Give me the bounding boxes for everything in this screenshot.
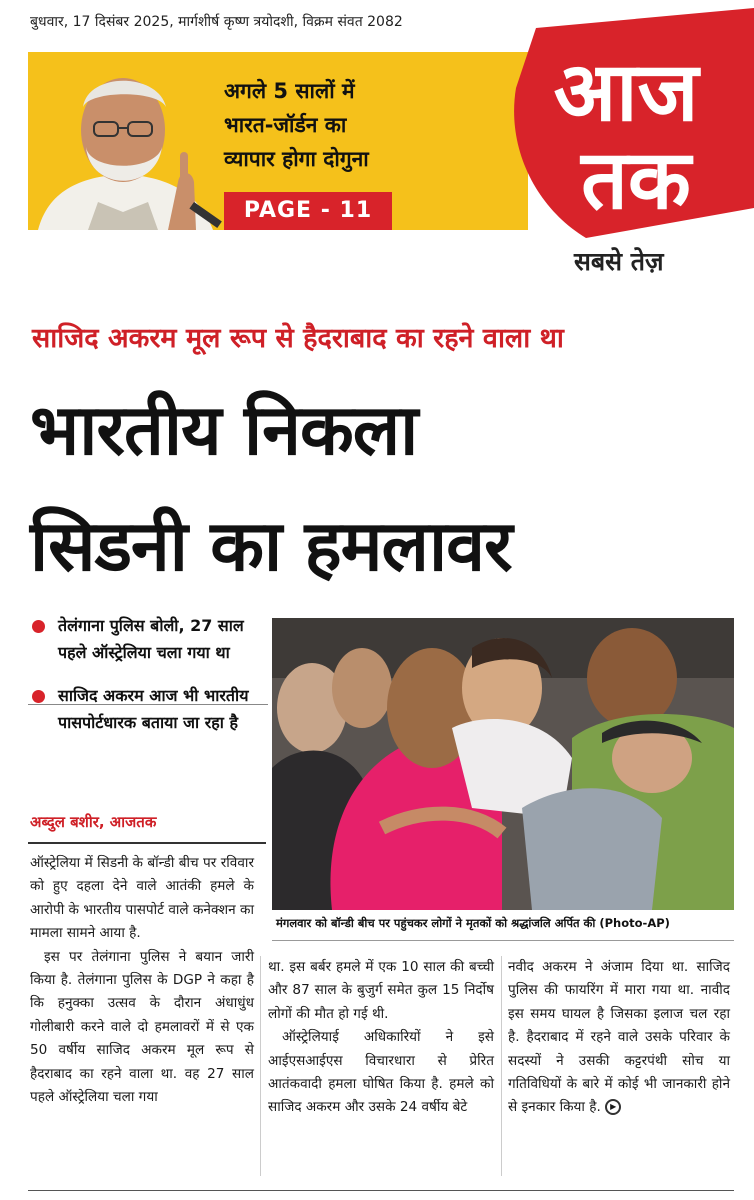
article-column-1 (30, 852, 254, 1109)
divider (28, 842, 266, 844)
paragraph: ऑस्ट्रेलियाई अधिकारियों ने इसे आईएसआईएस विचारधारा से प्रेरित आतंकवादी हमला घोषित किया है. हमले को साजिद अकरम और उसके 24 वर्षीय बेटे (268, 1029, 494, 1116)
banner-headline (224, 74, 474, 176)
highlight-text: साजिद अकरम आज भी भारतीय पासपोर्टधारक बताया जा रहा है (58, 686, 249, 732)
paragraph: इस पर तेलंगाना पुलिस ने बयान जारी किया है. तेलंगाना पुलिस के DGP ने कहा है कि हनुक्का उत्सव के दौरान अंधाधुंध गोलीबारी करने वाले दो हमलावरों में से एक 50 वर्षीय साजिद अकरम मूल रूप से हैदराबाद का रहने वाला था. वह 27 साल पहले ऑस्ट्रेलिया चला गया (30, 948, 254, 1106)
banner-line: भारत-जॉर्डन का (224, 113, 347, 137)
highlight-item (28, 682, 268, 736)
news-photo (272, 618, 734, 910)
logo-text-bottom: तक (581, 133, 691, 228)
photo-caption: मंगलवार को बॉन्डी बीच पर पहुंचकर लोगों ने मृतकों को श्रद्धांजलि अर्पित की (Photo-AP) (276, 916, 670, 930)
divider (28, 1190, 734, 1191)
logo-tagline: सबसे तेज़ (574, 247, 664, 276)
article-column-3 (508, 956, 730, 1120)
banner-line: अगले 5 सालों में (224, 79, 355, 103)
article-column-2 (268, 956, 494, 1120)
story-end-icon: ▶ (605, 1099, 621, 1115)
paragraph: ऑस्ट्रेलिया में सिडनी के बॉन्डी बीच पर रविवार को हुए दहला देने वाले आतंकी हमले के आरोपी के भारतीय पासपोर्ट वाले कनेक्शन का मामला सामने आया है. (30, 855, 254, 942)
headline-line: भारतीय निकला (30, 389, 418, 471)
column-divider (501, 956, 502, 1176)
highlights-list (28, 612, 268, 750)
article-headline (30, 372, 730, 604)
dateline: बुधवार, 17 दिसंबर 2025, मार्गशीर्ष कृष्ण त्रयोदशी, विक्रम संवत 2082 (30, 14, 403, 30)
paragraph: नवीद अकरम ने अंजाम दिया था. साजिद पुलिस की फायरिंग में मारा गया था. नावीद इस समय घायल है जिसका इलाज चल रहा है. हैदराबाद में रहने वाले उसके परिवार के सदस्यों ने उसकी कट्टरपंथी सोच या गतिविधियों के बारे में कोई भी जानकारी होने से इनकार किया है. (508, 959, 730, 1116)
page-reference-tag[interactable]: PAGE - 11 (224, 192, 392, 230)
logo-text-top: आज (553, 45, 699, 140)
bullet-dot-icon (32, 690, 45, 703)
column-divider (260, 956, 261, 1176)
aajtak-logo (496, 8, 754, 238)
headline-line: सिडनी का हमलावर (30, 505, 512, 587)
article-kicker: साजिद अकरम मूल रूप से हैदराबाद का रहने वाला था (32, 323, 564, 354)
banner-line: व्यापार होगा दोगुना (224, 147, 369, 171)
promo-banner[interactable] (28, 52, 528, 230)
highlight-text: तेलंगाना पुलिस बोली, 27 साल पहले ऑस्ट्रेलिया चला गया था (58, 616, 244, 662)
politician-portrait-image (28, 52, 228, 230)
bullet-dot-icon (32, 620, 45, 633)
divider (272, 940, 734, 941)
paragraph: था. इस बर्बर हमले में एक 10 साल की बच्ची और 87 साल के बुजुर्ग समेत कुल 15 निर्दोष लोगों की मौत हो गई थी. (268, 959, 494, 1022)
byline: अब्दुल बशीर, आजतक (30, 813, 157, 831)
highlight-item (28, 612, 268, 666)
